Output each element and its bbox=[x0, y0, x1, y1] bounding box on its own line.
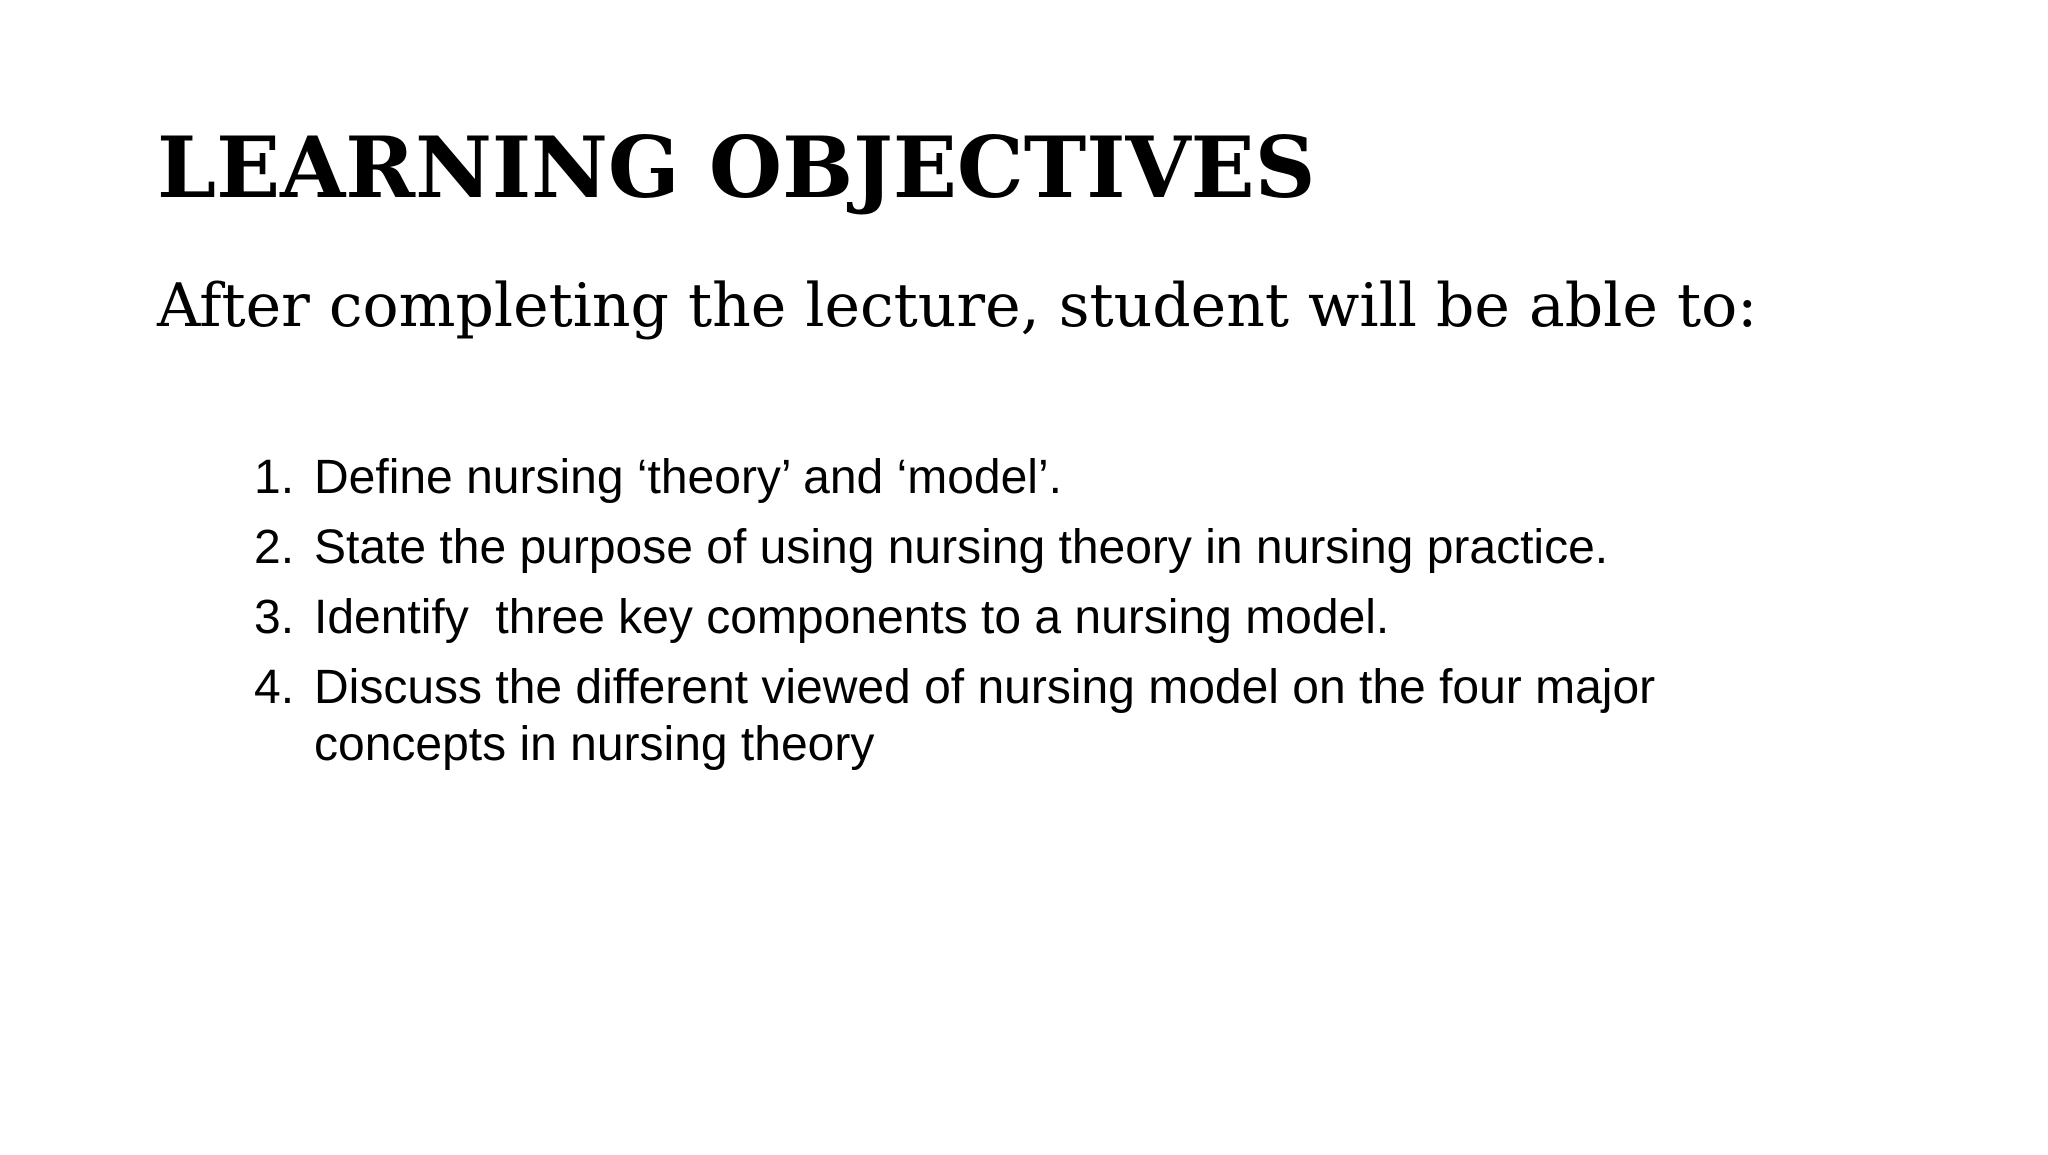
objective-item bbox=[232, 519, 1832, 576]
objective-number: 3. bbox=[254, 591, 295, 644]
objective-number: 4. bbox=[254, 661, 295, 714]
objective-text: Identify three key components to a nursing model. bbox=[314, 591, 1390, 644]
objective-text: Discuss the different viewed of nursing model on the four major concepts in nursing theory bbox=[314, 661, 1669, 771]
objective-item bbox=[232, 659, 1832, 773]
objective-text: State the purpose of using nursing theory in nursing practice. bbox=[314, 521, 1609, 574]
objective-number: 2. bbox=[254, 521, 295, 574]
objective-item bbox=[232, 449, 1832, 506]
objective-item bbox=[232, 589, 1832, 646]
slide-title: LEARNING OBJECTIVES bbox=[157, 118, 1316, 217]
objective-number: 1. bbox=[254, 451, 295, 504]
objectives-list bbox=[232, 449, 1832, 786]
objective-text: Define nursing ‘theory’ and ‘model’. bbox=[314, 451, 1062, 504]
slide-subtitle: After completing the lecture, student will be able to: bbox=[157, 271, 1758, 341]
